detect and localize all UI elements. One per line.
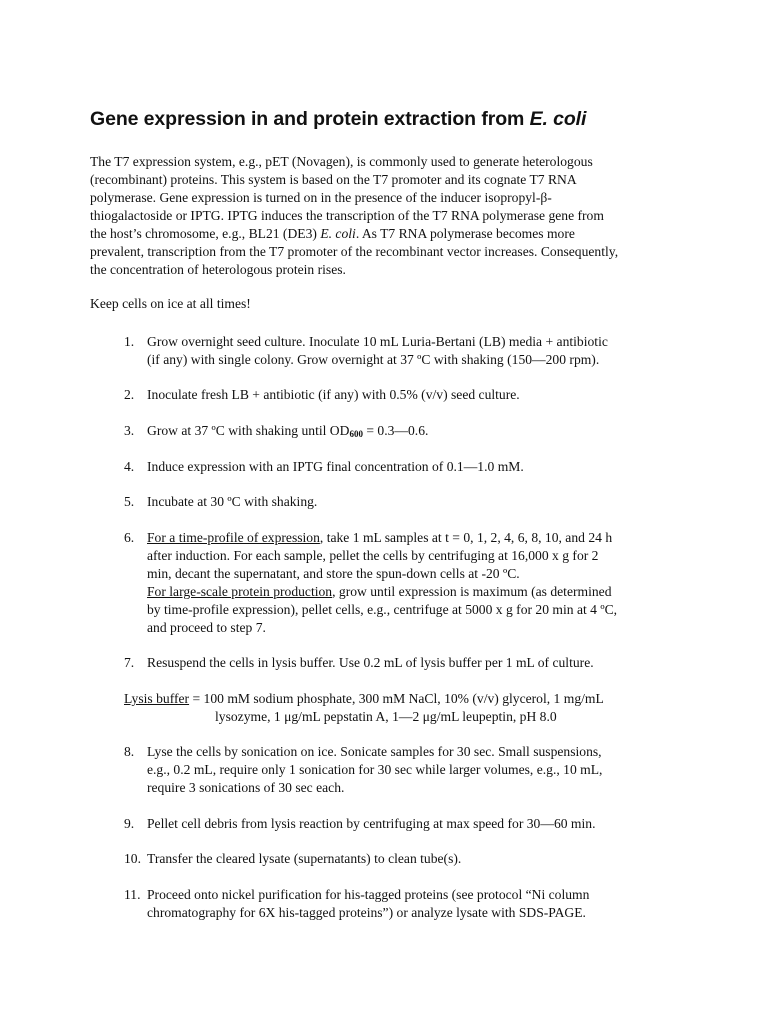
title-main: Gene expression in and protein extraction from bbox=[90, 108, 530, 130]
step-text: Lyse the cells by sonication on ice. Sonicate samples for 30 sec. Small suspensions, bbox=[147, 744, 602, 759]
step-text: (if any) with single colony. Grow overnight at 37 ºC with shaking (150—200 rpm). bbox=[147, 352, 600, 367]
intro-text: the host’s chromosome, e.g., BL21 (DE3) bbox=[90, 226, 321, 241]
lysis-line bbox=[124, 690, 604, 708]
lysis-buffer-label: Lysis buffer bbox=[124, 691, 190, 706]
step-text: Grow overnight seed culture. Inoculate 10 mL Luria-Bertani (LB) media + antibiotic bbox=[147, 334, 608, 349]
step-number: 11. bbox=[124, 887, 141, 902]
step-text-part: = 0.3—0.6. bbox=[362, 423, 429, 438]
step-text bbox=[147, 583, 617, 601]
step-number: 8. bbox=[124, 744, 135, 759]
step-number: 10. bbox=[124, 851, 141, 866]
step-text-part: Grow at 37 ºC with shaking until OD bbox=[147, 423, 350, 438]
intro-line: The T7 expression system, e.g., pET (Novagen), is commonly used to generate heterologous bbox=[90, 154, 593, 169]
keep-on-ice-note: Keep cells on ice at all times! bbox=[90, 296, 251, 311]
step-text: e.g., 0.2 mL, require only 1 sonication for 30 sec while larger volumes, e.g., 10 mL, bbox=[147, 762, 603, 777]
step-text: min, decant the supernatant, and store the spun-down cells at -20 ºC. bbox=[147, 566, 520, 581]
step-text bbox=[147, 422, 428, 443]
step-text: Resuspend the cells in lysis buffer. Use 0.2 mL of lysis buffer per 1 mL of culture. bbox=[147, 655, 594, 670]
intro-paragraph bbox=[90, 153, 690, 279]
step-text-part: , take 1 mL samples at t = 0, 1, 2, 4, 6, 8, 10, and 24 h bbox=[319, 530, 613, 545]
large-scale-heading: For large-scale protein production bbox=[147, 584, 333, 599]
step-number: 9. bbox=[124, 816, 135, 831]
step-text: Transfer the cleared lysate (supernatants) to clean tube(s). bbox=[147, 851, 462, 866]
step-text: by time-profile expression), pellet cells, e.g., centrifuge at 5000 x g for 20 min at 4 ºC, bbox=[147, 602, 618, 617]
intro-line: the concentration of heterologous protein rises. bbox=[90, 262, 346, 277]
step-number: 3. bbox=[124, 423, 135, 438]
page-title bbox=[90, 108, 586, 131]
step-number: 5. bbox=[124, 494, 135, 509]
step-text: Proceed onto nickel purification for his-tagged proteins (see protocol “Ni column bbox=[147, 887, 590, 902]
step-text: require 3 sonications of 30 sec each. bbox=[147, 780, 345, 795]
step-text: Induce expression with an IPTG final concentration of 0.1—1.0 mM. bbox=[147, 459, 524, 474]
step-number: 7. bbox=[124, 655, 135, 670]
intro-line bbox=[90, 225, 690, 243]
intro-line: (recombinant) proteins. This system is based on the T7 promoter and its cognate T7 RNA bbox=[90, 172, 577, 187]
step-number: 6. bbox=[124, 530, 135, 545]
step-text: Inoculate fresh LB + antibiotic (if any) with 0.5% (v/v) seed culture. bbox=[147, 387, 520, 402]
time-profile-heading: For a time-profile of expression bbox=[147, 530, 320, 545]
intro-line: prevalent, transcription from the T7 promoter of the recombinant vector increases. Consequently, bbox=[90, 244, 619, 259]
step-number: 1. bbox=[124, 334, 135, 349]
intro-line: thiogalactoside or IPTG. IPTG induces the transcription of the T7 RNA polymerase gene from bbox=[90, 208, 604, 223]
step-text: and proceed to step 7. bbox=[147, 620, 266, 635]
intro-line: polymerase. Gene expression is turned on in the presence of the inducer isopropyl-β- bbox=[90, 190, 552, 205]
step-text: chromatography for 6X his-tagged proteins”) or analyze lysate with SDS-PAGE. bbox=[147, 905, 586, 920]
step-text: Pellet cell debris from lysis reaction by centrifuging at max speed for 30—60 min. bbox=[147, 816, 596, 831]
intro-organism: E. coli bbox=[320, 226, 356, 241]
step-number: 4. bbox=[124, 459, 135, 474]
od-subscript: 600 bbox=[349, 429, 363, 439]
step-number: 2. bbox=[124, 387, 135, 402]
lysis-line: lysozyme, 1 μg/mL pepstatin A, 1—2 μg/mL leupeptin, pH 8.0 bbox=[215, 709, 557, 724]
step-text-part: , grow until expression is maximum (as determined bbox=[332, 584, 612, 599]
title-organism: E. coli bbox=[529, 108, 587, 130]
intro-text: . As T7 RNA polymerase becomes more bbox=[355, 226, 575, 241]
step-text bbox=[147, 529, 617, 547]
lysis-text: = 100 mM sodium phosphate, 300 mM NaCl, 10% (v/v) glycerol, 1 mg/mL bbox=[189, 691, 604, 706]
lysis-buffer-recipe bbox=[124, 690, 604, 726]
step-text: after induction. For each sample, pellet the cells by centrifuging at 16,000 x g for 2 bbox=[147, 548, 599, 563]
step-text: Incubate at 30 ºC with shaking. bbox=[147, 494, 318, 509]
